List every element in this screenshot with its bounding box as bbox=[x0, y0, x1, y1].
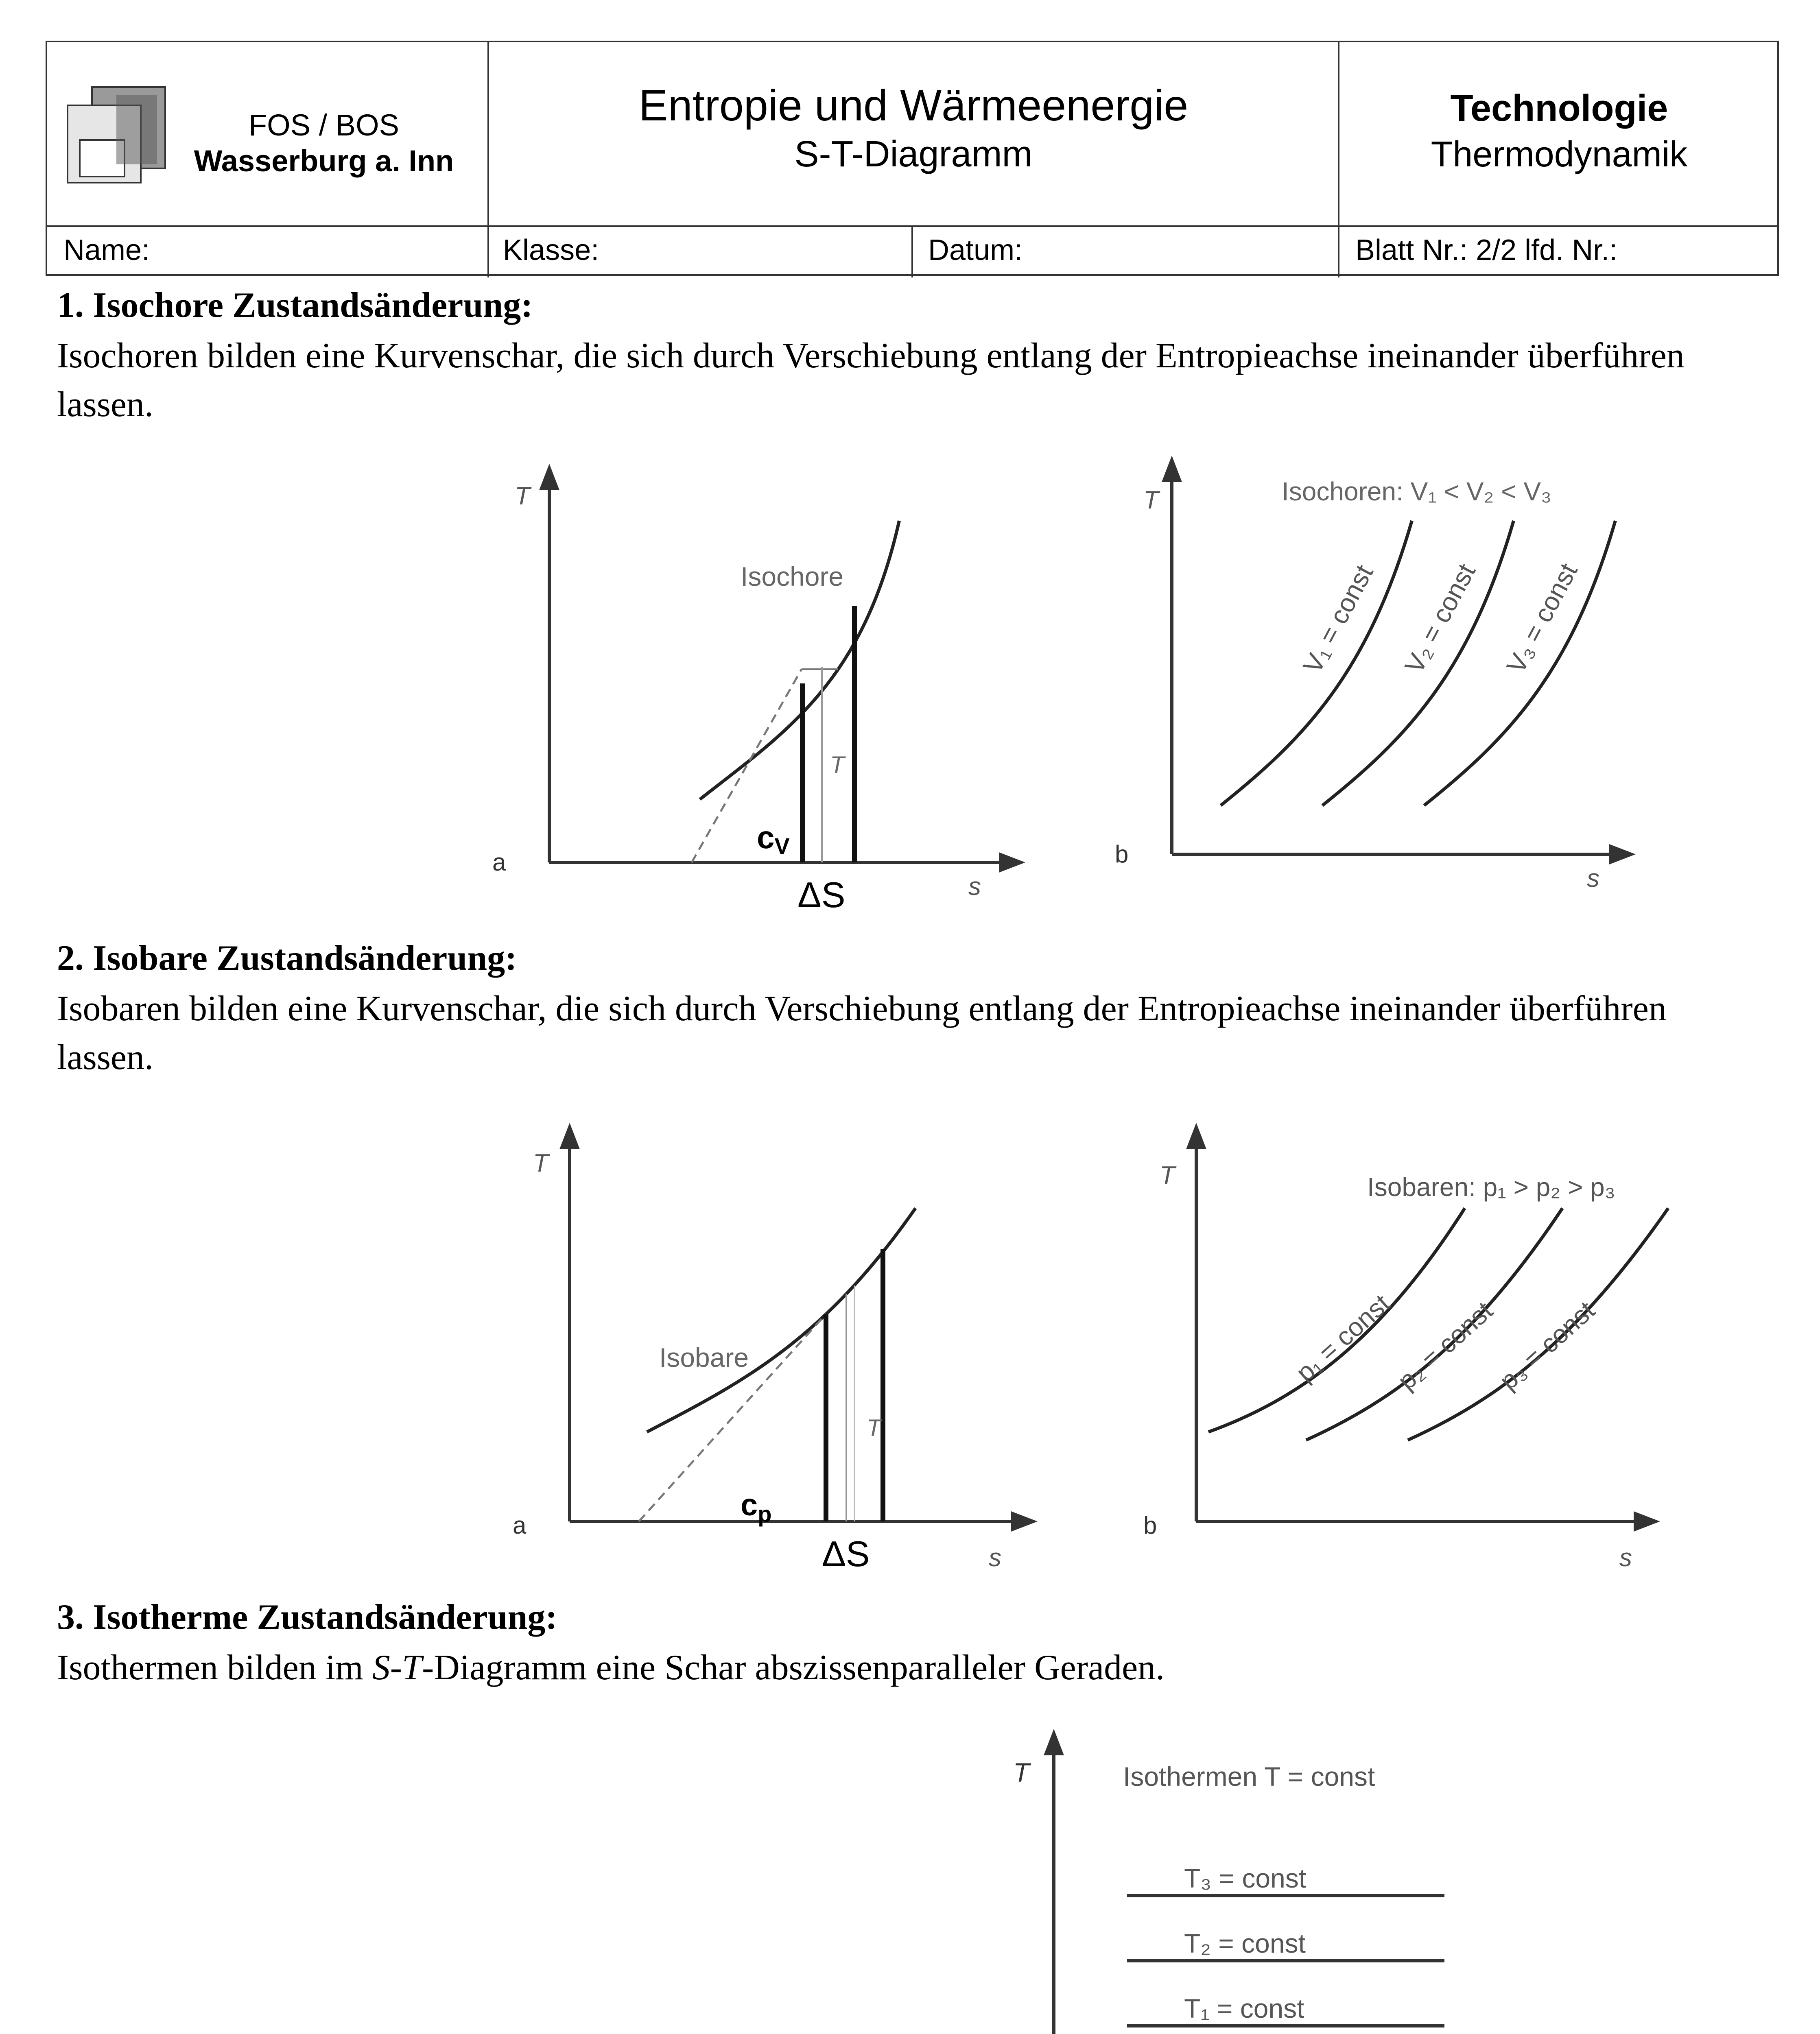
panel-label: a bbox=[513, 1512, 527, 1539]
subject-box: Technologie Thermodynamik bbox=[1431, 87, 1688, 174]
curve-2-label: p₂ = const bbox=[1392, 1296, 1499, 1396]
t-axis-label: T bbox=[1143, 486, 1159, 514]
name-field-label: Name: bbox=[63, 234, 150, 266]
section-1-text: Isochoren bilden eine Kurvenschar, die sich durch Verschiebung entlang der Entropieachse ineinander überführen lassen. bbox=[57, 336, 1685, 424]
worksheet-title: Entropie und Wärmeenergie S-T-Diagramm bbox=[638, 81, 1189, 175]
curve-3-label: V₃ = const bbox=[1501, 558, 1583, 678]
legend-label: Isothermen T = const bbox=[1123, 1761, 1375, 1792]
school-logo bbox=[63, 83, 169, 193]
fig-isochore-b bbox=[1090, 447, 1693, 923]
s-axis-label: s bbox=[989, 1544, 1001, 1572]
t-axis-label: T bbox=[1160, 1161, 1175, 1189]
handwritten-cv: cV bbox=[757, 819, 790, 859]
inner-t-label: T bbox=[830, 752, 845, 778]
t-axis-label: T bbox=[1013, 1757, 1030, 1787]
t3-label: T₃ = const bbox=[1184, 1863, 1307, 1893]
worksheet-header bbox=[46, 41, 1779, 276]
school-name: FOS / BOS Wasserburg a. Inn bbox=[194, 108, 454, 178]
s-axis-label: s bbox=[1587, 864, 1599, 893]
fig-isotherme bbox=[989, 1721, 1538, 2034]
datum-field-label: Datum: bbox=[928, 234, 1023, 266]
curve-label: Isobare bbox=[659, 1342, 749, 1373]
section-2-text: Isobaren bilden eine Kurvenschar, die sich durch Verschiebung entlang der Entropieachse ineinander überführen lassen. bbox=[57, 989, 1667, 1077]
legend-label: Isochoren: V₁ < V₂ < V₃ bbox=[1282, 477, 1552, 506]
klasse-field-label: Klasse: bbox=[503, 234, 599, 266]
curve-label: Isochore bbox=[741, 561, 844, 591]
curve-1-label: p₁ = const bbox=[1290, 1288, 1396, 1388]
inner-t-label: T bbox=[867, 1415, 881, 1441]
curve-1-label: V₁ = const bbox=[1297, 560, 1379, 678]
handwritten-delta-s: ΔS bbox=[797, 875, 846, 915]
handwritten-delta-s: ΔS bbox=[822, 1534, 870, 1574]
panel-label: b bbox=[1143, 1512, 1157, 1539]
t2-label: T₂ = const bbox=[1184, 1928, 1306, 1958]
panel-label: b bbox=[1115, 840, 1129, 868]
t1-label: T₁ = const bbox=[1184, 1993, 1304, 2023]
fig-isochore-a bbox=[480, 456, 1029, 923]
fig-isobare-b bbox=[1115, 1115, 1709, 1578]
s-axis-label: s bbox=[968, 873, 981, 901]
section-3-text: Isothermen bilden im S-T-Diagramm eine Schar abszissenparalleler Geraden. bbox=[57, 1648, 1165, 1687]
t-axis-label: T bbox=[533, 1149, 548, 1177]
fig-isobare-a bbox=[488, 1115, 1058, 1578]
curve-3-label: p₃ = const bbox=[1494, 1295, 1601, 1396]
panel-label: a bbox=[492, 849, 506, 876]
section-1-heading: 1. Isochore Zustandsänderung: bbox=[57, 286, 533, 325]
s-axis-label: s bbox=[1619, 1544, 1632, 1572]
legend-label: Isobaren: p₁ > p₂ > p₃ bbox=[1367, 1172, 1615, 1202]
curve-2-label: V₂ = const bbox=[1399, 559, 1481, 678]
section-3-heading: 3. Isotherme Zustandsänderung: bbox=[57, 1598, 557, 1637]
blatt-field-label: Blatt Nr.: 2/2 lfd. Nr.: bbox=[1355, 234, 1618, 266]
section-2-heading: 2. Isobare Zustandsänderung: bbox=[57, 938, 517, 978]
handwritten-cp: $c_p$ bbox=[741, 1488, 772, 1527]
t-axis-label: T bbox=[515, 482, 530, 510]
